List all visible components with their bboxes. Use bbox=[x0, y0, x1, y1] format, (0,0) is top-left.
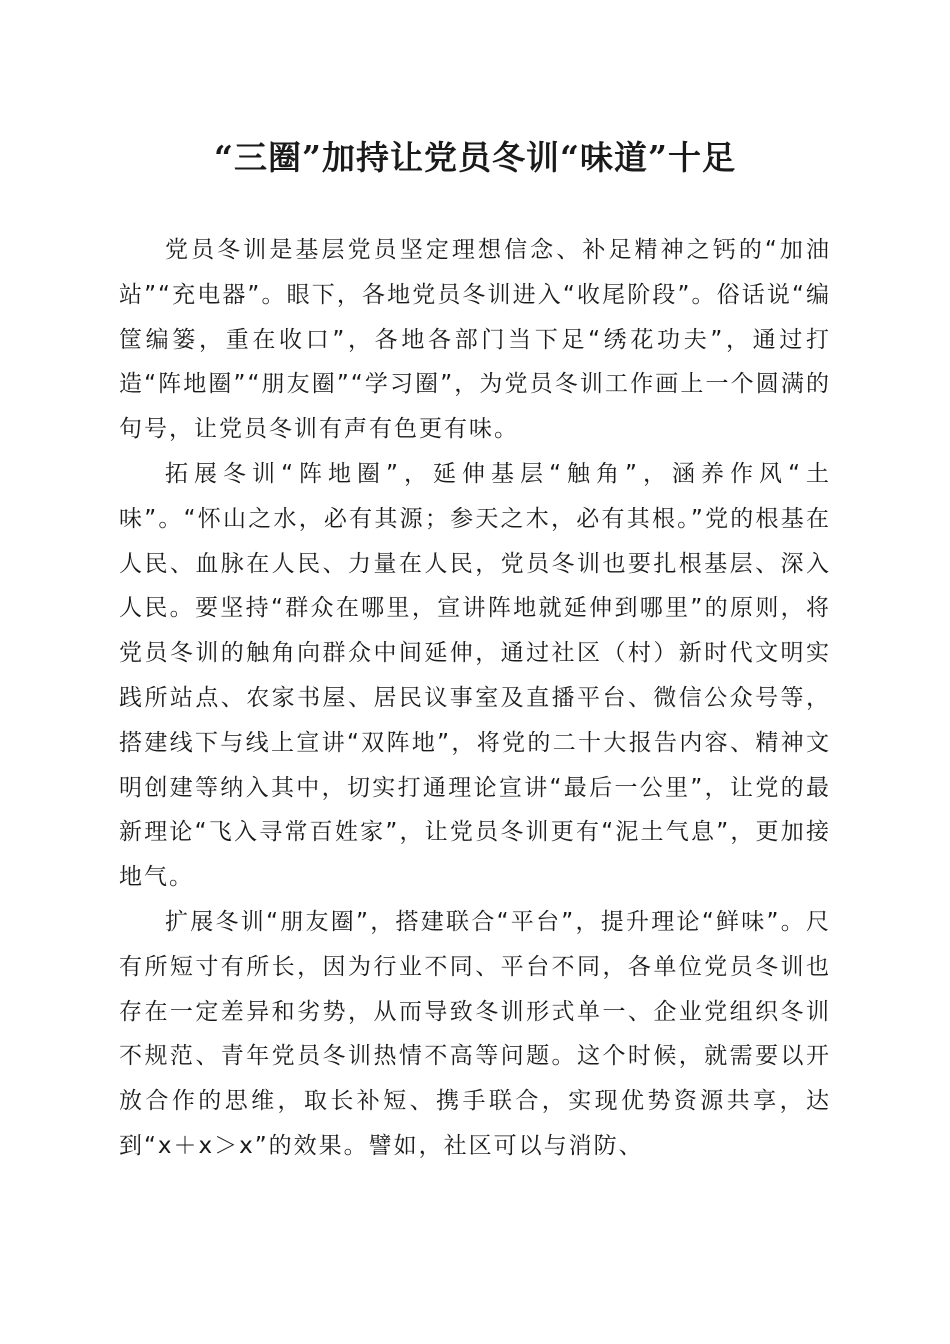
paragraph-position-circle: 拓展冬训“阵地圈”，延伸基层“触角”，涵养作风“土味”。“怀山之水，必有其源；参天之木，必有其根。”党的根基在人民、血脉在人民、力量在人民，党员冬训也要扎根基层、深入人民。要坚持“群众在哪里，宣讲阵地就延伸到哪里”的原则，将党员冬训的触角向群众中间延伸，通过社区（村）新时代文明实践所站点、农家书屋、居民议事室及直播平台、微信公众号等，搭建线下与线上宣讲“双阵地”，将党的二十大报告内容、精神文明创建等纳入其中，切实打通理论宣讲“最后一公里”，让党的最新理论“飞入寻常百姓家”，让党员冬训更有“泥土气息”，更加接地气。 bbox=[119, 460, 831, 891]
document-body bbox=[119, 228, 831, 1169]
paragraph-intro: 党员冬训是基层党员坚定理想信念、补足精神之钙的“加油站”“充电器”。眼下，各地党员冬训进入“收尾阶段”。俗话说“编筐编篓，重在收口”，各地各部门当下足“绣花功夫”，通过打造“阵地圈”“朋友圈”“学习圈”，为党员冬训工作画上一个圆满的句号，让党员冬训有声有色更有味。 bbox=[119, 237, 831, 443]
paragraph-friend-circle: 扩展冬训“朋友圈”，搭建联合“平台”，提升理论“鲜味”。尺有所短寸有所长，因为行业不同、平台不同，各单位党员冬训也存在一定差异和劣势，从而导致冬训形式单一、企业党组织冬训不规范、青年党员冬训热情不高等问题。这个时候，就需要以开放合作的思维，取长补短、携手联合，实现优势资源共享，达到“x＋x＞x”的效果。譬如，社区可以与消防、 bbox=[119, 908, 831, 1159]
document-title: “三圈”加持让党员冬训“味道”十足 bbox=[214, 138, 736, 177]
